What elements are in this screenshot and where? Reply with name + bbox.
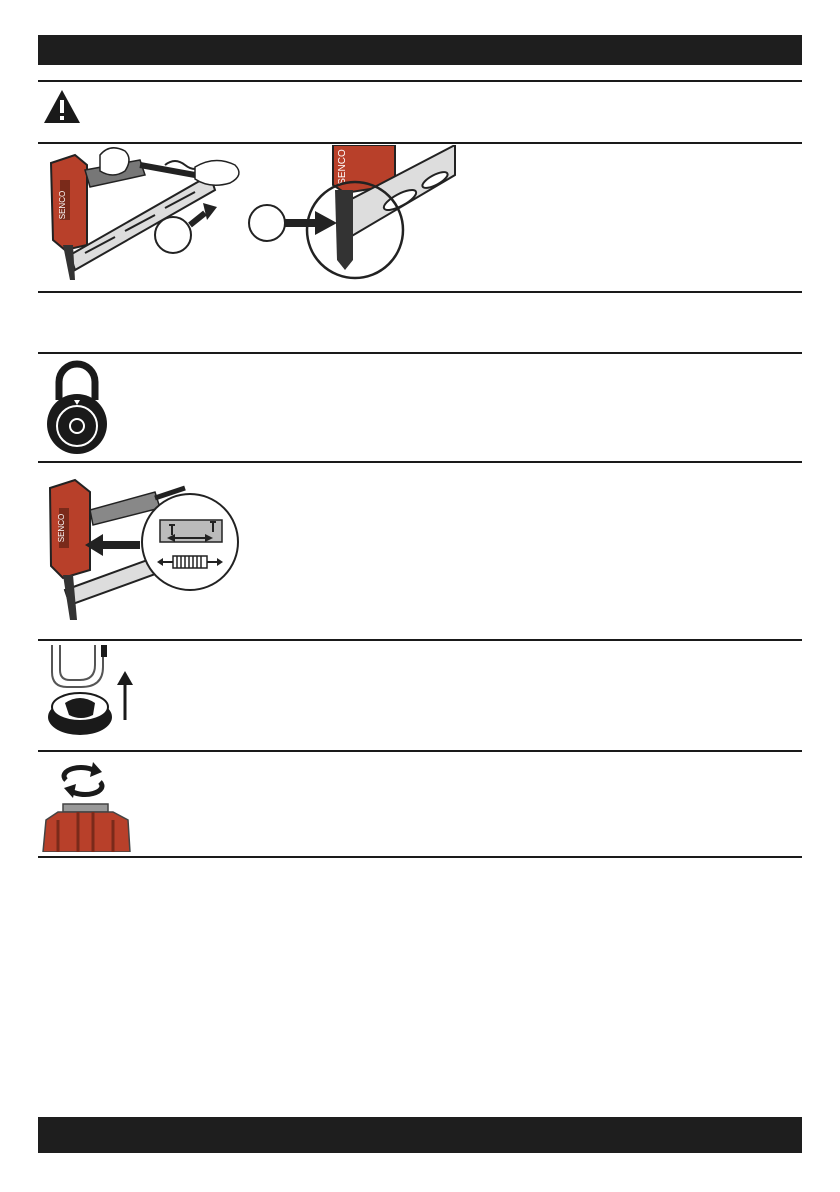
section-divider (38, 639, 802, 641)
brand-label: SENCO (337, 149, 348, 185)
section-divider (38, 142, 802, 144)
nailer-hose-disconnect-illustration (45, 145, 250, 288)
belt-hook-icon (45, 645, 140, 745)
section-divider (38, 352, 802, 354)
section-divider (38, 750, 802, 752)
warning-icon (42, 88, 82, 126)
section-divider (38, 461, 802, 463)
section-divider (38, 856, 802, 858)
rotating-exhaust-icon (38, 760, 133, 852)
section-divider (38, 291, 802, 293)
combination-lock-icon (45, 360, 109, 456)
nailer-nose-clearing-illustration (245, 145, 460, 288)
footer-bar (38, 1117, 802, 1153)
section-divider (38, 80, 802, 82)
nailer-depth-adjust-illustration (45, 470, 245, 635)
header-bar (38, 35, 802, 65)
brand-label: SENCO (58, 190, 67, 220)
brand-label: SENCO (57, 513, 66, 543)
